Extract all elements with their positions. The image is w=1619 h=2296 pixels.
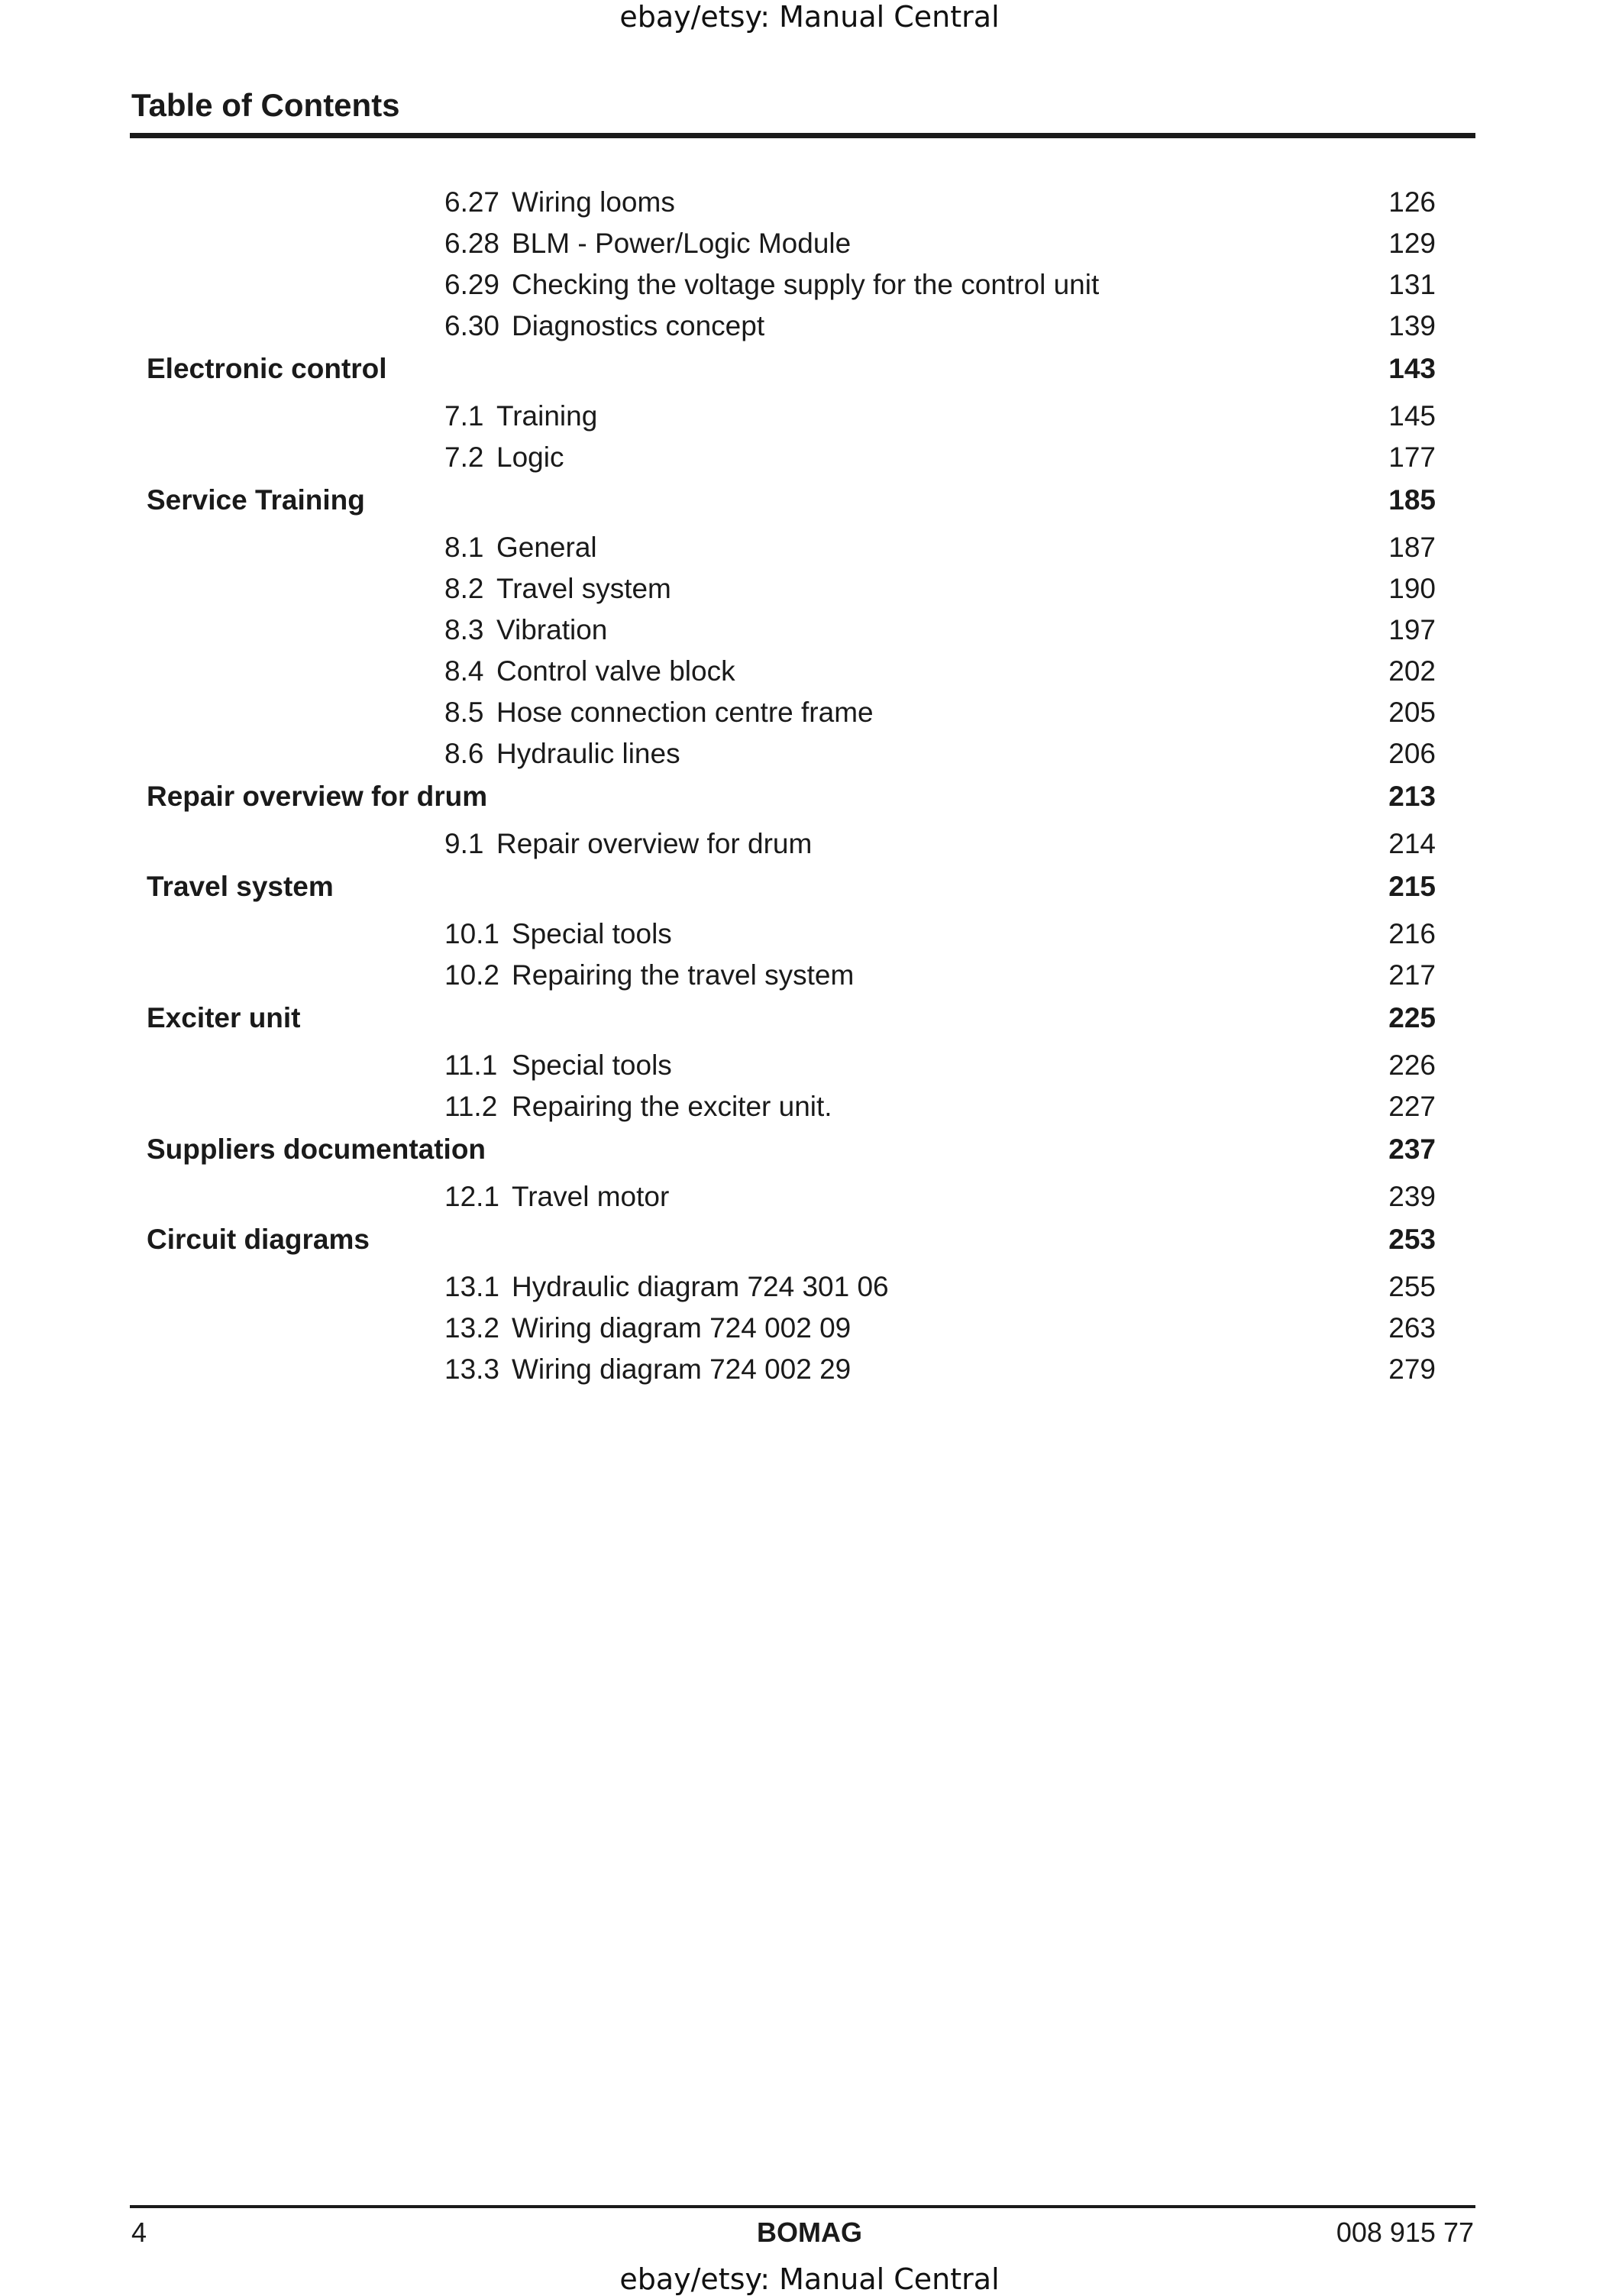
footer-doc-number: 008 915 77 <box>1336 2217 1474 2248</box>
toc-section-title: Hydraulic lines <box>496 738 680 769</box>
toc-chapter-row[interactable] <box>0 350 1619 388</box>
toc-section-number: 10.1 <box>444 918 500 949</box>
toc-section-title: Wiring diagram 724 002 09 <box>512 1312 852 1344</box>
toc-section-page: 177 <box>1388 441 1436 473</box>
toc-section-page: 217 <box>1388 959 1436 991</box>
toc-section-number: 8.1 <box>444 532 484 563</box>
toc-section-number: 8.6 <box>444 738 484 769</box>
toc-entry-row[interactable] <box>0 956 1619 994</box>
toc-chapter-page: 225 <box>1388 1002 1436 1033</box>
toc-chapter-page: 237 <box>1388 1133 1436 1165</box>
toc-section-title: Hydraulic diagram 724 301 06 <box>512 1271 889 1302</box>
toc-section-title: Travel motor <box>512 1181 670 1212</box>
title-divider <box>130 133 1475 138</box>
toc-section-title: BLM - Power/Logic Module <box>512 228 852 259</box>
toc-chapter-page: 213 <box>1388 781 1436 812</box>
toc-chapter-title: Circuit diagrams <box>147 1224 370 1255</box>
toc-section-number: 12.1 <box>444 1181 500 1212</box>
toc-section-title: Special tools <box>512 1049 672 1081</box>
toc-section-number: 6.27 <box>444 186 500 218</box>
toc-entry-row[interactable] <box>0 307 1619 345</box>
toc-section-page: 139 <box>1388 310 1436 341</box>
toc-chapter-title: Travel system <box>147 871 334 902</box>
toc-section-number: 6.30 <box>444 310 500 341</box>
toc-entry-row[interactable] <box>0 397 1619 435</box>
toc-section-page: 216 <box>1388 918 1436 949</box>
toc-section-page: 205 <box>1388 697 1436 728</box>
toc-chapter-page: 253 <box>1388 1224 1436 1255</box>
toc-chapter-title: Service Training <box>147 484 365 516</box>
toc-section-number: 13.2 <box>444 1312 500 1344</box>
toc-section-number: 13.3 <box>444 1353 500 1385</box>
toc-entry-row[interactable] <box>0 266 1619 304</box>
toc-section-title: Repairing the travel system <box>512 959 855 991</box>
toc-chapter-row[interactable] <box>0 778 1619 816</box>
toc-section-page: 197 <box>1388 614 1436 645</box>
toc-section-page: 227 <box>1388 1091 1436 1122</box>
toc-section-title: Logic <box>496 441 564 473</box>
toc-chapter-row[interactable] <box>0 1221 1619 1259</box>
toc-section-number: 6.29 <box>444 269 500 300</box>
toc-section-page: 126 <box>1388 186 1436 218</box>
toc-entry-row[interactable] <box>0 1309 1619 1347</box>
toc-entry-row[interactable] <box>0 1178 1619 1216</box>
toc-section-page: 263 <box>1388 1312 1436 1344</box>
toc-section-page: 214 <box>1388 828 1436 859</box>
toc-chapter-page: 215 <box>1388 871 1436 902</box>
toc-section-title: Hose connection centre frame <box>496 697 874 728</box>
watermark-top: ebay/etsy: Manual Central <box>619 0 1000 34</box>
toc-chapter-page: 185 <box>1388 484 1436 516</box>
toc-chapter-page: 143 <box>1388 353 1436 384</box>
toc-chapter-title: Repair overview for drum <box>147 781 488 812</box>
toc-section-page: 145 <box>1388 400 1436 432</box>
toc-section-title: Wiring diagram 724 002 29 <box>512 1353 852 1385</box>
toc-entry-row[interactable] <box>0 611 1619 649</box>
toc-entry-row[interactable] <box>0 1268 1619 1306</box>
toc-entry-row[interactable] <box>0 825 1619 863</box>
toc-chapter-row[interactable] <box>0 481 1619 519</box>
toc-section-page: 226 <box>1388 1049 1436 1081</box>
toc-section-number: 8.3 <box>444 614 484 645</box>
toc-section-page: 190 <box>1388 573 1436 604</box>
toc-section-title: Repairing the exciter unit. <box>512 1091 832 1122</box>
toc-section-number: 8.2 <box>444 573 484 604</box>
toc-section-page: 239 <box>1388 1181 1436 1212</box>
toc-section-title: Repair overview for drum <box>496 828 813 859</box>
toc-section-page: 206 <box>1388 738 1436 769</box>
toc-chapter-title: Exciter unit <box>147 1002 301 1033</box>
toc-section-number: 11.2 <box>444 1091 498 1122</box>
toc-chapter-row[interactable] <box>0 1130 1619 1169</box>
page-title: Table of Contents <box>131 87 400 123</box>
footer-page-number: 4 <box>131 2217 147 2248</box>
toc-section-title: Checking the voltage supply for the control unit <box>512 269 1100 300</box>
toc-section-page: 129 <box>1388 228 1436 259</box>
toc-entry-row[interactable] <box>0 529 1619 567</box>
toc-section-page: 187 <box>1388 532 1436 563</box>
toc-section-page: 255 <box>1388 1271 1436 1302</box>
toc-section-title: Control valve block <box>496 655 735 687</box>
toc-chapter-row[interactable] <box>0 999 1619 1037</box>
toc-entry-row[interactable] <box>0 694 1619 732</box>
toc-chapter-row[interactable] <box>0 868 1619 906</box>
toc-entry-row[interactable] <box>0 225 1619 263</box>
toc-section-number: 7.1 <box>444 400 484 432</box>
watermark-bottom: ebay/etsy: Manual Central <box>619 2262 1000 2296</box>
toc-entry-row[interactable] <box>0 1046 1619 1085</box>
toc-section-title: Vibration <box>496 614 608 645</box>
toc-section-number: 8.5 <box>444 697 484 728</box>
toc-section-number: 6.28 <box>444 228 500 259</box>
toc-section-number: 8.4 <box>444 655 484 687</box>
toc-entry-row[interactable] <box>0 570 1619 608</box>
footer-divider <box>130 2205 1475 2208</box>
toc-chapter-title: Suppliers documentation <box>147 1133 486 1165</box>
toc-entry-row[interactable] <box>0 652 1619 690</box>
toc-section-page: 202 <box>1388 655 1436 687</box>
toc-section-page: 279 <box>1388 1353 1436 1385</box>
toc-section-title: Travel system <box>496 573 671 604</box>
toc-section-title: Diagnostics concept <box>512 310 765 341</box>
toc-section-number: 9.1 <box>444 828 484 859</box>
toc-entry-row[interactable] <box>0 1088 1619 1126</box>
toc-section-title: Training <box>496 400 598 432</box>
toc-entry-row[interactable] <box>0 735 1619 773</box>
toc-section-number: 7.2 <box>444 441 484 473</box>
toc-entry-row[interactable] <box>0 1350 1619 1389</box>
toc-chapter-title: Electronic control <box>147 353 387 384</box>
toc-entry-row[interactable] <box>0 915 1619 953</box>
toc-section-number: 10.2 <box>444 959 500 991</box>
toc-section-title: Wiring looms <box>512 186 675 218</box>
toc-entry-row[interactable] <box>0 183 1619 222</box>
toc-section-number: 13.1 <box>444 1271 500 1302</box>
toc-section-title: General <box>496 532 597 563</box>
footer-brand: BOMAG <box>757 2217 862 2248</box>
toc-section-title: Special tools <box>512 918 672 949</box>
toc-entry-row[interactable] <box>0 438 1619 477</box>
toc-section-number: 11.1 <box>444 1049 498 1081</box>
toc-section-page: 131 <box>1388 269 1436 300</box>
